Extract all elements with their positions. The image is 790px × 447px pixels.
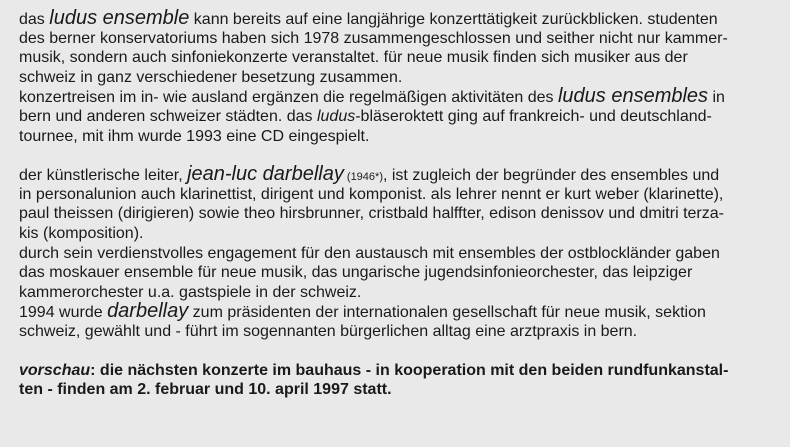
text-run: das	[19, 11, 50, 28]
text-line: schweiz in ganz verschiedener besetzung zusammen.	[19, 68, 403, 86]
text-run: , ist zugleich der begründer des ensembles und	[382, 167, 720, 185]
text-line: ten - finden am 2. februar und 10. april 1997 statt.	[19, 381, 392, 399]
text-line	[19, 302, 784, 322]
birth-year: (1946*)	[343, 171, 383, 184]
director-name: darbellay	[107, 300, 189, 323]
director-name: jean-luc darbellay	[187, 163, 344, 186]
text-line	[19, 107, 784, 127]
paragraph-preview	[19, 361, 784, 400]
text-run: in	[708, 89, 725, 107]
text-run: -bläseroktett ging auf frankreich- und deutschland-	[355, 107, 712, 125]
ensemble-name: ludus ensembles	[557, 85, 709, 108]
text-line: kammerorchester u.a. gastspiele in der schweiz.	[19, 283, 362, 301]
text-line: durch sein verdienstvolles engagement für den austausch mit ensembles der ostblockländer gaben	[19, 244, 720, 262]
text-line: schweiz, gewählt und - führt im sogennanten bürgerlichen alltag eine arztpraxis in bern.	[19, 322, 638, 340]
ensemble-name: ludus ensemble	[49, 7, 190, 29]
text-run: konzertreisen im in- wie ausland ergänzen die regelmäßigen aktivitäten des	[19, 89, 558, 107]
text-run: kann bereits auf eine langjährige konzerttätigkeit zurückblicken. studenten	[189, 11, 718, 28]
text-run: der künstlerische leiter,	[19, 167, 188, 185]
text-line: das moskauer ensemble für neue musik, das ungarische jugendsinfonieorchester, das leipziger	[19, 264, 693, 282]
preview-label: vorschau	[19, 361, 91, 379]
text-line: musik, sondern auch sinfoniekonzerte veranstaltet. für neue musik finden sich musiker aus der	[19, 49, 688, 67]
text-line	[19, 87, 784, 107]
document-body	[19, 0, 784, 400]
text-line: kis (komposition).	[19, 224, 144, 242]
text-run: zum präsidenten der internationalen gesellschaft für neue musik, sektion	[188, 304, 706, 322]
text-run: 1994 wurde	[19, 304, 108, 322]
text-line	[19, 9, 784, 29]
text-line: paul theissen (dirigieren) sowie theo hirsbrunner, cristbald halffter, edison denissov und dmitri terza-	[19, 205, 724, 223]
text-line: des berner konservatoriums haben sich 1978 zusammengeschlossen und seither nicht nur kammer-	[19, 29, 728, 47]
paragraph-ensemble-history	[19, 9, 784, 146]
paragraph-spacer	[19, 342, 784, 361]
text-run: bern und anderen schweizer städten. das	[19, 107, 317, 125]
text-line	[19, 361, 784, 381]
paragraph-artistic-director	[19, 165, 784, 341]
paragraph-spacer	[19, 146, 784, 165]
text-line: tournee, mit ihm wurde 1993 eine CD eingespielt.	[19, 127, 370, 145]
text-line	[19, 165, 784, 185]
text-line: in personalunion auch klarinettist, dirigent und komponist. als lehrer nennt er kurt weber (klarinette),	[19, 185, 724, 203]
ensemble-name: ludus	[316, 107, 356, 125]
text-run: : die nächsten konzerte im bauhaus - in kooperation mit den beiden rundfunkanstal-	[90, 361, 729, 379]
